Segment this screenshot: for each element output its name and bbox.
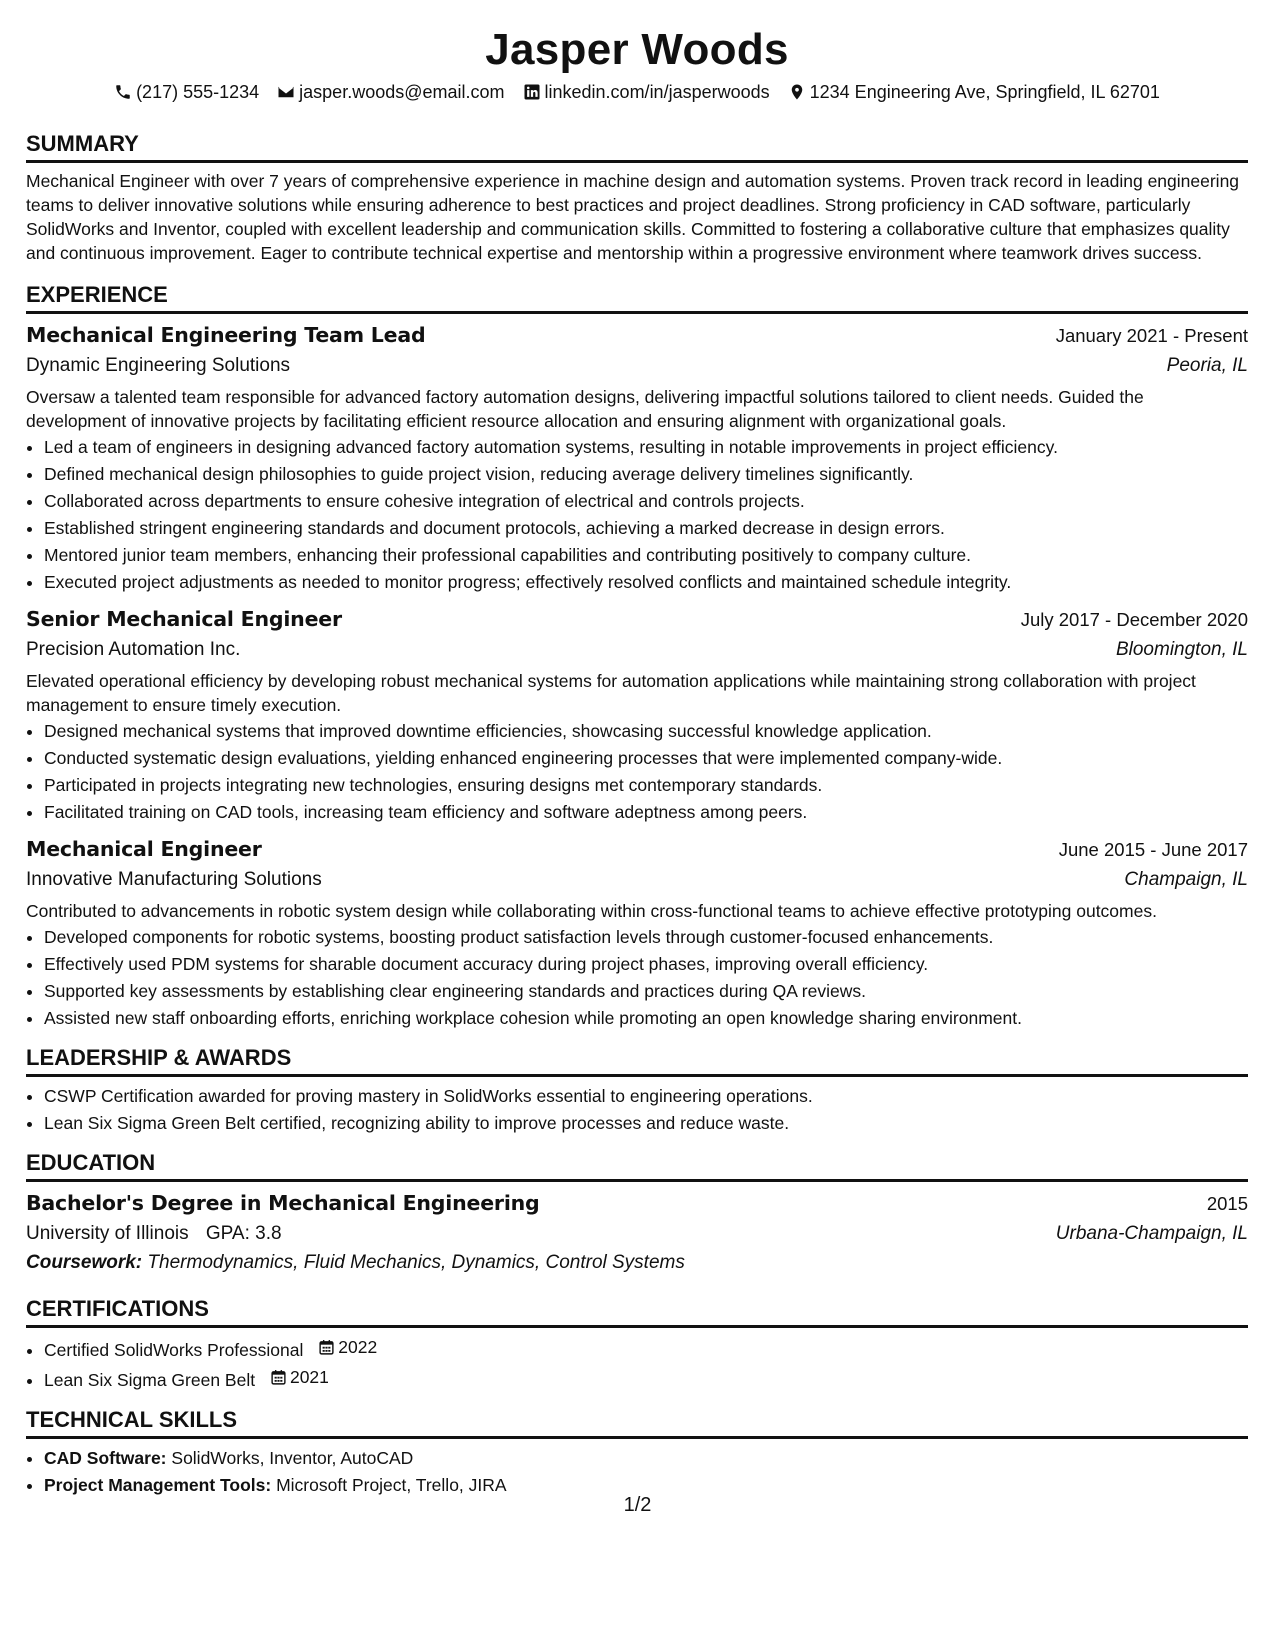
envelope-icon [277, 83, 295, 101]
section-title: LEADERSHIP & AWARDS [26, 1044, 1248, 1077]
job-role: Senior Mechanical Engineer [26, 607, 342, 631]
skill-value: SolidWorks, Inventor, AutoCAD [171, 1448, 414, 1468]
summary-text: Mechanical Engineer with over 7 years of comprehensive experience in machine design and automation systems. Proven track record in leading engineering teams to deliver innovative solutions while ensuring adherence to best practices and project deadlines. Strong proficiency in CAD software, particularly SolidWorks and Inventor, coupled with excellent leadership and communication skills. Committed to fostering a collaborative culture that emphasizes quality and continuous improvement. Eager to contribute technical expertise and mentorship within a progressive environment where teamwork drives success. [26, 171, 1240, 263]
list-item: • Supported key assessments by establishing clear engineering standards and practices during QA reviews. [44, 978, 1248, 1005]
calendar-icon [270, 1369, 287, 1386]
list-item: • CSWP Certification awarded for proving mastery in SolidWorks essential to engineering operations. [44, 1083, 1248, 1110]
leadership-section [26, 1044, 1248, 1137]
coursework [26, 1249, 1248, 1277]
list-item: • Conducted systematic design evaluations, yielding enhanced engineering processes that were implemented company-wide. [44, 745, 1248, 772]
section-title: EDUCATION [26, 1149, 1248, 1182]
resume-page [26, 22, 1248, 1499]
job-location: Champaign, IL [1124, 869, 1248, 890]
list-item: • Mentored junior team members, enhancing their professional capabilities and contributing positively to company culture. [44, 542, 1248, 569]
job-entry [26, 604, 1248, 826]
email-text: jasper.woods@email.com [299, 82, 505, 102]
school-location: Urbana-Champaign, IL [1055, 1223, 1248, 1244]
skill-value: Microsoft Project, Trello, JIRA [276, 1475, 507, 1495]
phone-icon [114, 83, 132, 101]
contact-linkedin[interactable] [523, 80, 770, 104]
list-item: • Designed mechanical systems that improved downtime efficiencies, showcasing successful knowledge application. [44, 718, 1248, 745]
job-bullets [26, 924, 1248, 1032]
cert-year: 2021 [289, 1367, 329, 1387]
job-location: Bloomington, IL [1115, 639, 1248, 660]
job-company: Precision Automation Inc. [26, 639, 241, 660]
list-item: • Effectively used PDM systems for sharable document accuracy during project phases, improving overall efficiency. [44, 951, 1248, 978]
section-title: EXPERIENCE [26, 281, 1248, 314]
job-dates: July 2017 - December 2020 [1020, 609, 1248, 630]
job-dates: January 2021 - Present [1055, 325, 1248, 346]
summary-section [26, 130, 1248, 265]
cert-year: 2022 [338, 1337, 378, 1357]
certifications-section [26, 1295, 1248, 1394]
list-item [44, 1364, 1248, 1394]
job-description: Contributed to advancements in robotic system design while collaborating within cross-functional teams to achieve effective prototyping outcomes. [26, 901, 1157, 921]
experience-section [26, 281, 1248, 1032]
job-company: Innovative Manufacturing Solutions [26, 869, 322, 890]
skill-label: Project Management Tools: [44, 1475, 272, 1495]
list-item: • Executed project adjustments as needed to monitor progress; effectively resolved conflicts and maintained schedule integrity. [44, 569, 1248, 596]
list-item: • Led a team of engineers in designing advanced factory automation systems, resulting in notable improvements in project efficiency. [44, 434, 1248, 461]
page-number: 1/2 [623, 1494, 652, 1516]
linkedin-text: linkedin.com/in/jasperwoods [544, 82, 770, 102]
job-dates: June 2015 - June 2017 [1058, 839, 1248, 860]
job-role: Mechanical Engineer [26, 837, 262, 861]
section-title: TECHNICAL SKILLS [26, 1406, 1248, 1439]
map-pin-icon [788, 83, 806, 101]
contact-bar [26, 80, 1248, 104]
coursework-label: Coursework: [26, 1252, 143, 1273]
contact-phone[interactable] [114, 80, 259, 104]
cert-name: Lean Six Sigma Green Belt [44, 1370, 256, 1390]
job-description: Elevated operational efficiency by developing robust mechanical systems for automation applications while maintaining strong collaboration with project management to ensure timely execution. [26, 671, 1196, 715]
certifications-list [26, 1334, 1248, 1394]
phone-text: (217) 555-1234 [136, 82, 260, 102]
list-item: • Established stringent engineering standards and document protocols, achieving a marked decrease in design errors. [44, 515, 1248, 542]
linkedin-icon [523, 83, 541, 101]
skill-label: CAD Software: [44, 1448, 167, 1468]
section-title: CERTIFICATIONS [26, 1295, 1248, 1328]
job-company: Dynamic Engineering Solutions [26, 355, 291, 376]
list-item: • Facilitated training on CAD tools, increasing team efficiency and software adeptness among peers. [44, 799, 1248, 826]
job-bullets [26, 718, 1248, 826]
candidate-name: Jasper Woods [485, 25, 789, 74]
gpa: GPA: 3.8 [205, 1223, 282, 1244]
list-item: • Participated in projects integrating new technologies, ensuring designs met contemporary standards. [44, 772, 1248, 799]
school-name: University of Illinois [26, 1223, 189, 1244]
job-entry [26, 834, 1248, 1032]
leadership-list [26, 1083, 1248, 1137]
contact-address [788, 80, 1160, 104]
cert-date [318, 1334, 377, 1361]
section-title: SUMMARY [26, 130, 1248, 163]
list-item [44, 1334, 1248, 1364]
address-text: 1234 Engineering Ave, Springfield, IL 62701 [809, 82, 1160, 102]
calendar-icon [318, 1339, 335, 1356]
coursework-list: Thermodynamics, Fluid Mechanics, Dynamics, Control Systems [147, 1252, 685, 1273]
list-item: • Assisted new staff onboarding efforts, enriching workplace cohesion while promoting an open knowledge sharing environment. [44, 1005, 1248, 1032]
list-item: • Developed components for robotic systems, boosting product satisfaction levels through customer-focused enhancements. [44, 924, 1248, 951]
skills-list [26, 1445, 1248, 1499]
job-entry [26, 320, 1248, 596]
list-item: • Collaborated across departments to ensure cohesive integration of electrical and controls projects. [44, 488, 1248, 515]
graduation-year: 2015 [1206, 1193, 1248, 1214]
cert-name: Certified SolidWorks Professional [44, 1340, 304, 1360]
cert-date [270, 1364, 329, 1391]
job-role: Mechanical Engineering Team Lead [26, 323, 426, 347]
job-location: Peoria, IL [1166, 355, 1248, 376]
contact-email[interactable] [277, 80, 504, 104]
education-section [26, 1149, 1248, 1277]
list-item [44, 1445, 1248, 1472]
degree-title: Bachelor's Degree in Mechanical Engineering [26, 1191, 540, 1215]
job-description: Oversaw a talented team responsible for advanced factory automation designs, delivering impactful solutions tailored to client needs. Guided the development of innovative projects by facilitating efficient resource allocation and ensuring alignment with organizational goals. [26, 387, 1144, 431]
school-line [26, 1219, 282, 1249]
skills-section [26, 1406, 1248, 1499]
list-item: • Lean Six Sigma Green Belt certified, recognizing ability to improve processes and reduce waste. [44, 1110, 1248, 1137]
job-bullets [26, 434, 1248, 596]
list-item: • Defined mechanical design philosophies to guide project vision, reducing average delivery timelines significantly. [44, 461, 1248, 488]
